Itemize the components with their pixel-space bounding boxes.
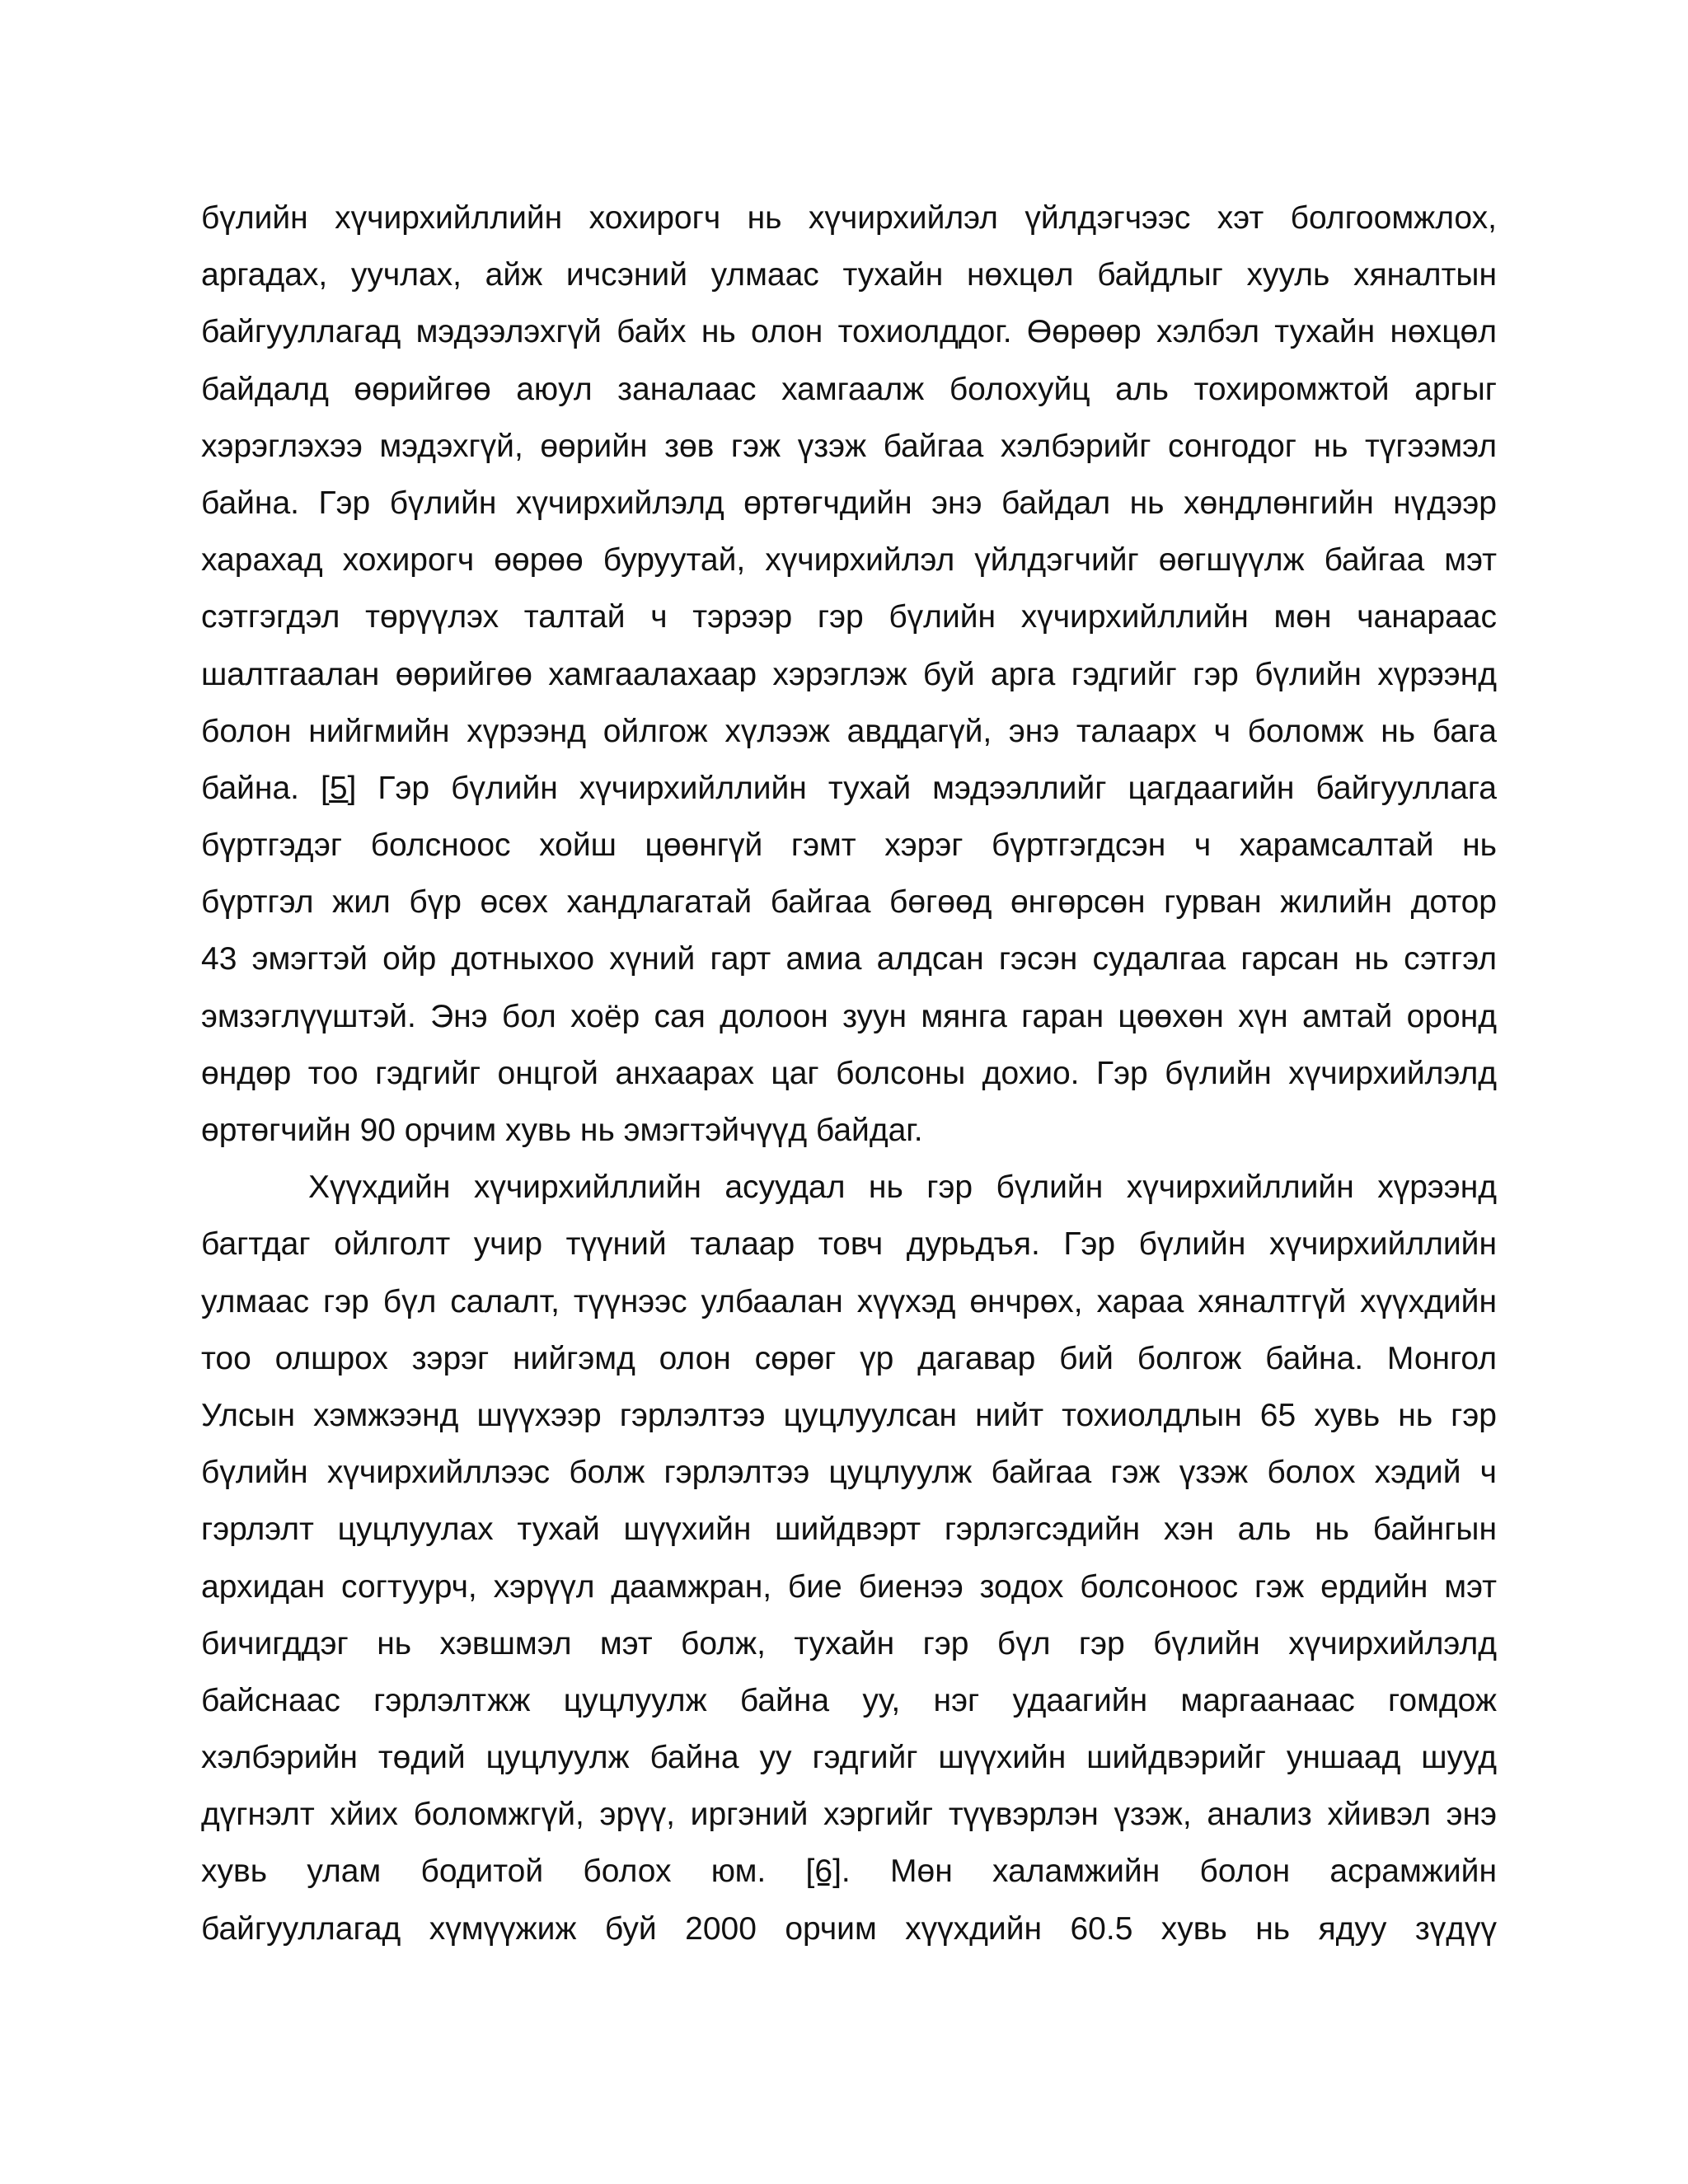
- text-line: шалтгаалан өөрийгөө хамгаалахаар хэрэглэж буй арга гэдгийг гэр бүлийн хүрээнд: [201, 656, 1497, 692]
- text-line: бичигддэг нь хэвшмэл мэт болж, тухайн гэр бүл гэр бүлийн хүчирхийлэлд: [201, 1625, 1497, 1661]
- text-segment: . Мөн халамжийн болон асрамжийн: [841, 1854, 1497, 1890]
- text-line: байснаас гэрлэлтжж цуцлуулж байна уу, нэг удаагийн маргаанаас гомдож: [201, 1682, 1497, 1718]
- text-line: болон нийгмийн хүрээнд ойлгож хүлээж авддагүй, энэ талаарх ч боломж нь бага: [201, 713, 1497, 749]
- text-line: бүртгэдэг болсноос хойш цөөнгүй гэмт хэрэг бүртгэгдсэн ч харамсалтай нь: [201, 827, 1497, 864]
- text-line: Улсын хэмжээнд шүүхээр гэрлэлтээ цуцлуулсан нийт тохиолдлын 65 хувь нь гэр: [201, 1397, 1497, 1433]
- reference-link-5[interactable]: [5]: [320, 770, 357, 806]
- text-line: бүлийн хүчирхийллээс болж гэрлэлтээ цуцлуулж байгаа гэж үзэж болох хэдий ч: [201, 1455, 1497, 1491]
- text-line: гэрлэлт цуцлуулах тухай шүүхийн шийдвэрт гэрлэгсэдийн хэн аль нь байнгын: [201, 1511, 1497, 1548]
- body-text: [201, 190, 1497, 1957]
- text-line: дүгнэлт хйих боломжгүй, эрүү, иргэний хэргийг түүвэрлэн үзэж, анализ хйивэл энэ: [201, 1797, 1497, 1833]
- text-line: багтдаг ойлголт учир түүний талаар товч дурьдъя. Гэр бүлийн хүчирхийллийн: [201, 1226, 1497, 1263]
- text-segment: хувь улам бодитой болох юм.: [201, 1854, 806, 1890]
- text-line: байгууллагад мэдээлэхгүй байх нь олон тохиолддог. Өөрөөр хэлбэл тухайн нөхцөл: [201, 314, 1497, 350]
- text-line: хэлбэрийн төдий цуцлуулж байна уу гэдгийг шүүхийн шийдвэрийг уншаад шууд: [201, 1740, 1497, 1776]
- text-line: байдалд өөрийгөө аюул заналаас хамгаалж болохуйц аль тохиромжтой аргыг: [201, 371, 1497, 407]
- text-line: аргадах, уучлах, айж ичсэний улмаас тухайн нөхцөл байдлыг хууль хяналтын: [201, 257, 1497, 293]
- text-line: бүлийн хүчирхийллийн хохирогч нь хүчирхийлэл үйлдэгчээс хэт болгоомжлох,: [201, 200, 1497, 236]
- text-line: харахад хохирогч өөрөө буруутай, хүчирхийлэл үйлдэгчийг өөгшүүлж байгаа мэт: [201, 542, 1497, 579]
- reference-link-6[interactable]: [6]: [805, 1854, 842, 1890]
- text-line: архидан согтуурч, хэрүүл даамжран, бие биенээ зодох болсоноос гэж ердийн мэт: [201, 1568, 1497, 1605]
- text-line: сэтгэгдэл төрүүлэх талтай ч тэрээр гэр бүлийн хүчирхийллийн мөн чанараас: [201, 599, 1497, 635]
- text-line: өртөгчийн 90 орчим хувь нь эмэгтэйчүүд байдаг.: [201, 1113, 923, 1148]
- paragraph-1: [201, 190, 1497, 1159]
- paragraph-2: [201, 1159, 1497, 1957]
- text-line: эмзэглүүштэй. Энэ бол хоёр сая долоон зуун мянга гаран цөөхөн хүн амтай оронд: [201, 998, 1497, 1034]
- text-line-with-reference: [201, 760, 1497, 817]
- text-line: бүртгэл жил бүр өсөх хандлагатай байгаа бөгөөд өнгөрсөн гурван жилийн дотор: [201, 884, 1497, 921]
- text-line: өндөр тоо гэдгийг онцгой анхаарах цаг болсоны дохио. Гэр бүлийн хүчирхийлэлд: [201, 1055, 1497, 1091]
- text-line: байгууллагад хүмүүжиж буй 2000 орчим хүүхдийн 60.5 хувь нь ядуу зүдүү: [201, 1910, 1497, 1947]
- text-segment: байна.: [201, 770, 321, 806]
- text-line: байна. Гэр бүлийн хүчирхийлэлд өртөгчдийн энэ байдал нь хөндлөнгийн нүдээр: [201, 485, 1497, 521]
- text-line: тоо олшрох зэрэг нийгэмд олон сөрөг үр дагавар бий болгож байна. Монгол: [201, 1340, 1497, 1376]
- text-line: улмаас гэр бүл салалт, түүнээс улбаалан хүүхэд өнчрөх, хараа хяналтгүй хүүхдийн: [201, 1283, 1497, 1319]
- text-line-with-reference: [201, 1843, 1497, 1900]
- text-line: 43 эмэгтэй ойр дотныхоо хүний гарт амиа алдсан гэсэн судалгаа гарсан нь сэтгэл: [201, 941, 1497, 977]
- text-line: Хүүхдийн хүчирхийллийн асуудал нь гэр бүлийн хүчирхийллийн хүрээнд: [308, 1169, 1497, 1206]
- text-segment: Гэр бүлийн хүчирхийллийн тухай мэдээллийг цагдаагийн байгууллага: [356, 770, 1497, 806]
- text-line: хэрэглэхээ мэдэхгүй, өөрийн зөв гэж үзэж байгаа хэлбэрийг сонгодог нь түгээмэл: [201, 428, 1497, 464]
